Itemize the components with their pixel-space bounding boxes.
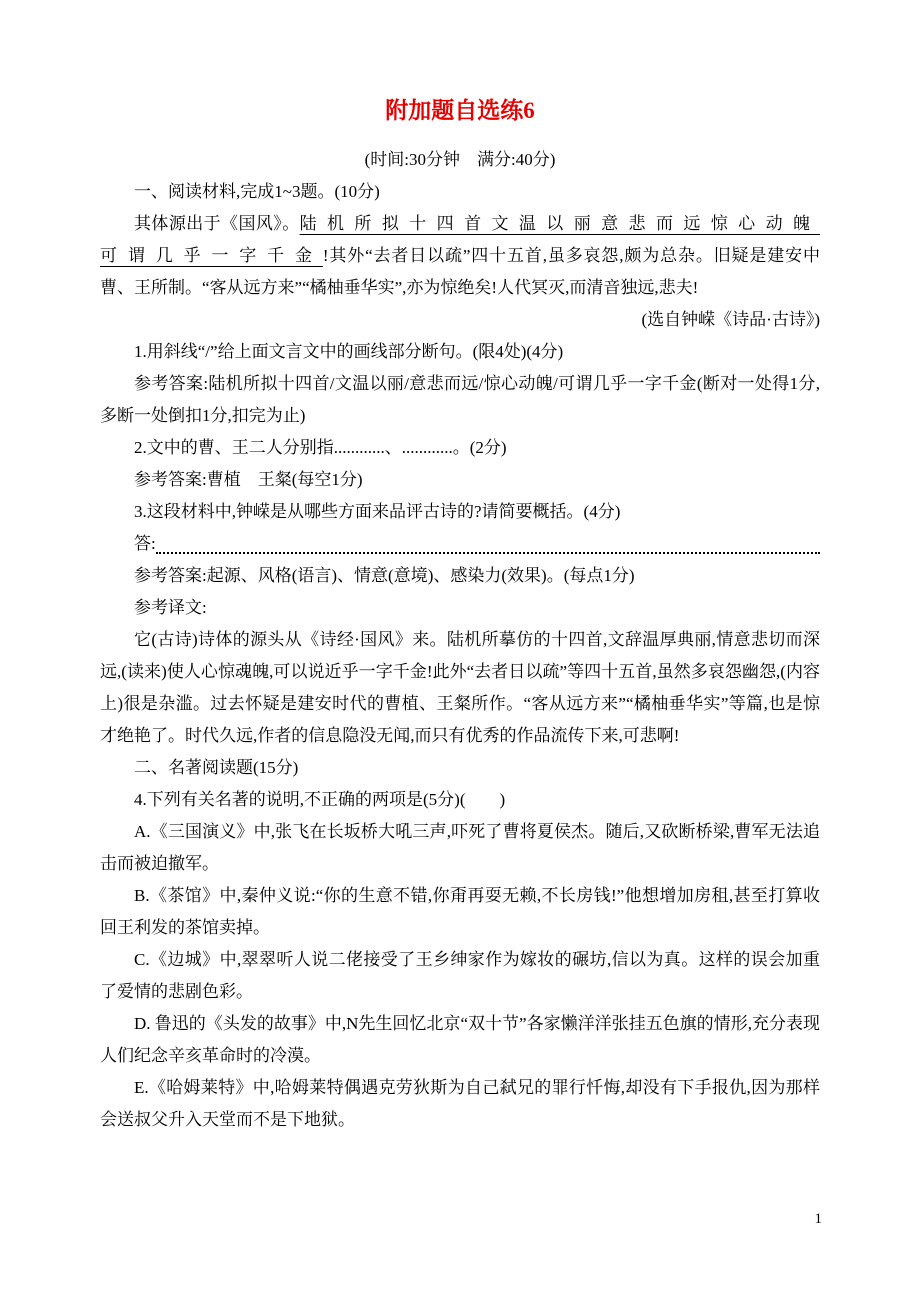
answer-3: 参考答案:起源、风格(语言)、情意(意境)、感染力(效果)。(每点1分) (134, 566, 635, 585)
option-b: B.《茶馆》中,秦仲义说:“你的生意不错,你甭再耍无赖,不长房钱!”他想增加房租,甚至打算收回王利发的茶馆卖掉。 (100, 886, 820, 937)
option-c: C.《边城》中,翠翠听人说二佬接受了王乡绅家作为嫁妆的碾坊,信以为真。这样的误会加重了爱情的悲剧色彩。 (100, 950, 820, 1001)
answer-blank-row (100, 528, 820, 560)
translation-label: 参考译文: (134, 598, 207, 617)
option-d: D. 鲁迅的《头发的故事》中,N先生回忆北京“双十节”各家懒洋洋张挂五色旗的情形,充分表现人们纪念辛亥革命时的冷漠。 (100, 1014, 820, 1065)
section-one-heading: 一、阅读材料,完成1~3题。(10分) (134, 182, 380, 201)
dotted-blank-line (156, 528, 820, 554)
doc-title: 附加题自选练6 (385, 98, 535, 123)
section-two-heading: 二、名著阅读题(15分) (134, 758, 299, 777)
answer-label: 答: (134, 534, 156, 553)
question-3: 3.这段材料中,钟嵘是从哪些方面来品评古诗的?请简要概括。(4分) (134, 502, 621, 521)
question-1: 1.用斜线“/”给上面文言文中的画线部分断句。(限4处)(4分) (134, 342, 564, 361)
question-2: 2.文中的曹、王二人分别指............、............。(2分) (134, 438, 507, 457)
exam-meta: (时间:30分钟 满分:40分) (364, 150, 556, 169)
page-number: 1 (814, 1211, 822, 1227)
translation-text: 它(古诗)诗体的源头从《诗经·国风》来。陆机所摹仿的十四首,文辞温厚典丽,情意悲切而深远,(读来)使人心惊魂魄,可以说近乎一字千金!此外“去者日以疏”等四十五首,虽然多哀怨幽怨,(内容上)很是杂滥。过去怀疑是建安时代的曹植、王粲所作。“客从远方来”“橘柚垂华实”等篇,也是惊才绝艳了。时代久远,作者的信息隐没无闻,而只有优秀的作品流传下来,可悲啊! (100, 630, 820, 745)
answer-2: 参考答案:曹植 王粲(每空1分) (134, 470, 363, 489)
passage-text-pre: 其体源出于《国风》。 (134, 214, 300, 233)
passage-text-post: !其外“去者日以疏”四十五首,虽多哀怨,颇为总杂。旧疑是建安中曹、王所制。“客从远方来”“橘柚垂华实”,亦为惊绝矣!人代冥灭,而清音独远,悲夫! (100, 246, 820, 297)
option-e: E.《哈姆莱特》中,哈姆莱特偶遇克劳狄斯为自己弑兄的罪行忏悔,却没有下手报仇,因为那样会送叔父升入天堂而不是下地狱。 (100, 1078, 820, 1129)
question-4: 4.下列有关名著的说明,不正确的两项是(5分)( ) (134, 790, 506, 809)
answer-1: 参考答案:陆机所拟十四首/文温以丽/意悲而远/惊心动魄/可谓几乎一字千金(断对一处得1分,多断一处倒扣1分,扣完为止) (100, 374, 820, 425)
passage-source: (选自钟嵘《诗品·古诗》) (641, 310, 820, 329)
reading-passage (100, 208, 820, 304)
option-a: A.《三国演义》中,张飞在长坂桥大吼三声,吓死了曹将夏侯杰。随后,又砍断桥梁,曹军无法追击而被迫撤军。 (100, 822, 820, 873)
underlined-passage-text: 陆机所拟十四首文温以丽意悲而远惊心动魄可谓几乎一字千金 (100, 214, 821, 265)
